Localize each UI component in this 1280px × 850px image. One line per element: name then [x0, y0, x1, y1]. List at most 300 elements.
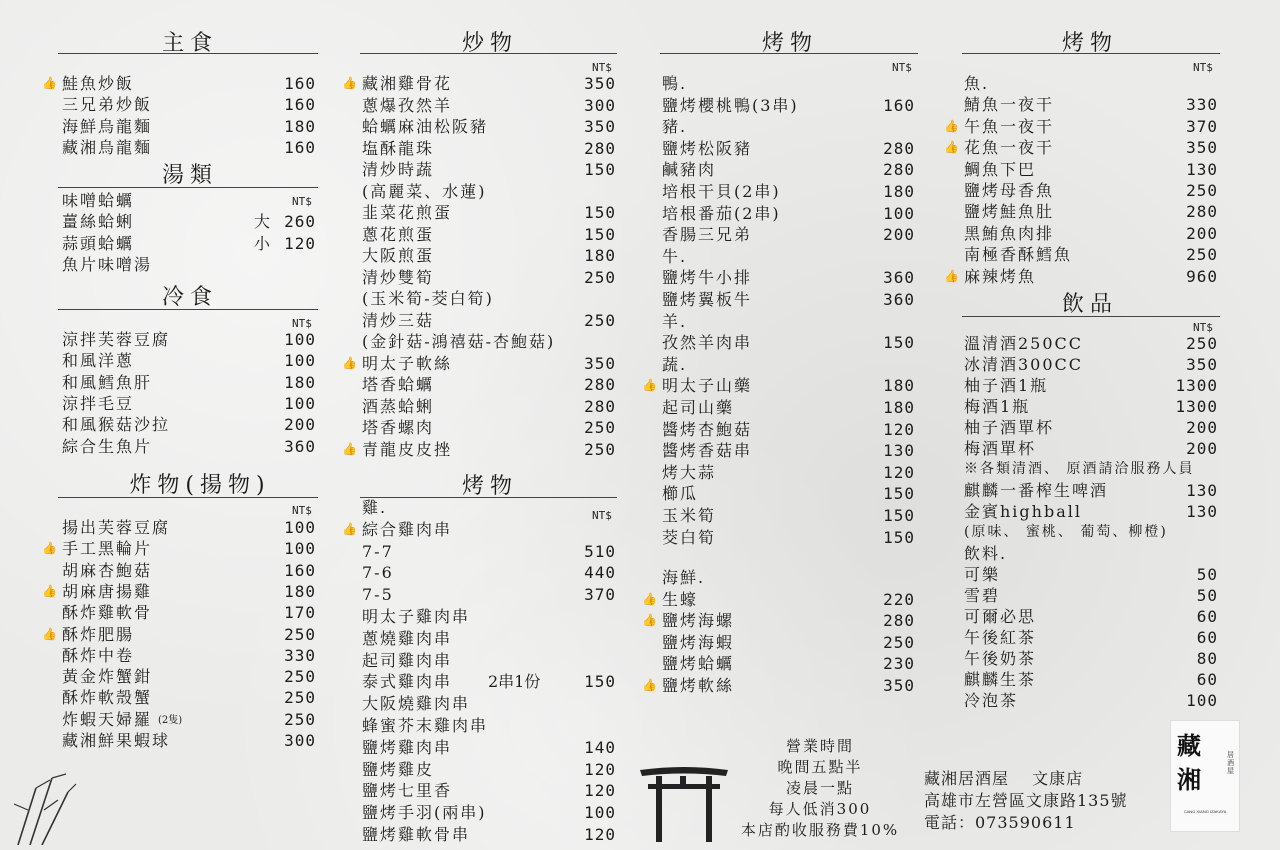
menu-item-price: 160: [284, 137, 316, 157]
menu-item-price: 180: [284, 581, 316, 601]
fried-nt-label: NT$: [292, 504, 312, 517]
menu-item-price: 360: [284, 436, 316, 456]
menu-item-name: 蔥燒雞肉串: [362, 628, 453, 648]
menu-item-price: 350: [883, 675, 915, 695]
menu-item-price: 100: [883, 203, 915, 223]
menu-item: [662, 116, 915, 137]
menu-item-name: 雪碧: [964, 586, 1001, 605]
menu-item: [362, 95, 616, 116]
menu-item-name: 生蠔: [662, 589, 699, 609]
menu-item-name: (原味、 蜜桃、 葡萄、柳橙): [964, 524, 1168, 540]
menu-item: [362, 584, 616, 605]
business-hours-line: 每人低消300: [768, 800, 872, 818]
drinks-nt-label: NT$: [1193, 321, 1213, 334]
menu-item-price: 130: [883, 441, 915, 461]
menu-item: [642, 610, 915, 631]
thumbs-up-icon: 👍: [42, 626, 57, 641]
menu-item-price: 150: [584, 203, 616, 222]
menu-item: [62, 709, 316, 730]
menu-item: [662, 289, 915, 310]
drinks-rule: [962, 316, 1220, 317]
menu-item: [662, 332, 915, 353]
menu-item-price: 370: [1186, 116, 1218, 136]
menu-item: [964, 73, 1218, 94]
menu-item: [662, 527, 915, 548]
menu-item-price: 200: [284, 415, 316, 435]
grill-nt-label-4: NT$: [1193, 61, 1213, 74]
menu-item-price: 250: [584, 267, 616, 287]
menu-item-price: 50: [1196, 586, 1218, 605]
menu-item: [362, 715, 616, 736]
menu-item-price: 360: [883, 268, 915, 288]
menu-item-name: 塩酥龍珠: [362, 138, 435, 158]
menu-item: [662, 181, 915, 202]
thumbs-up-icon: 👍: [944, 268, 959, 283]
menu-item-note: (2隻): [158, 714, 183, 726]
menu-item: [662, 440, 915, 461]
menu-item-name: (玉米筍-茭白筍): [362, 289, 494, 308]
menu-item-name: 7-5: [362, 585, 394, 605]
menu-item-price: 250: [284, 667, 316, 687]
menu-item: [964, 543, 1218, 564]
menu-item: [362, 245, 616, 266]
menu-item-name: 玉米筍: [662, 506, 717, 525]
menu-item-price: 150: [584, 672, 616, 692]
main-dish-title: 主食: [161, 31, 218, 56]
menu-item-price: 510: [584, 541, 616, 561]
menu-item: [362, 562, 616, 583]
menu-item-name: 午魚一夜干: [964, 116, 1055, 136]
grill-title-4: 烤物: [1061, 31, 1118, 56]
menu-item-price: 330: [284, 645, 316, 665]
menu-item: [964, 396, 1218, 417]
menu-item: [662, 419, 915, 440]
address-line: 高雄市左營區文康路135號: [924, 791, 1128, 810]
drinks-title: 飲品: [1061, 292, 1118, 317]
menu-item: [62, 602, 316, 623]
menu-item: [662, 505, 915, 526]
menu-item-name: 鹹豬肉: [662, 160, 717, 180]
menu-item-name: 鹽烤蛤蠣: [662, 654, 735, 673]
menu-item: [62, 254, 316, 275]
menu-item-name: ※各類清酒、 原酒請洽服務人員: [964, 461, 1195, 477]
menu-item-name: 鹽烤松阪豬: [662, 138, 753, 158]
menu-item: [342, 353, 616, 374]
menu-item-price: 280: [1186, 202, 1218, 222]
menu-item-name: 海鮮烏龍麵: [62, 116, 153, 136]
menu-item: [62, 233, 316, 254]
menu-item-price: 180: [584, 246, 616, 265]
menu-item-name: 黃金炸蟹鉗: [62, 667, 153, 687]
menu-item-price: 150: [883, 506, 915, 525]
menu-item-name: (金針菇-鴻禧菇-杏鮑菇): [362, 332, 556, 351]
menu-item-price: 250: [883, 632, 915, 652]
menu-item-price: 200: [883, 225, 915, 245]
business-hours-line: 凌晨一點: [785, 779, 854, 797]
menu-item-name: 午後奶茶: [964, 649, 1037, 668]
menu-item: [42, 538, 316, 559]
menu-item: [62, 137, 316, 158]
menu-item-price: 150: [883, 333, 915, 353]
menu-item-name: 明太子軟絲: [362, 353, 453, 373]
menu-item-price: 180: [284, 372, 316, 392]
fried-rule: [58, 497, 318, 498]
menu-item: [42, 624, 316, 645]
menu-item-name: 麻辣烤魚: [964, 266, 1037, 286]
menu-item: [964, 627, 1218, 648]
menu-item: [362, 116, 616, 137]
grill-nt-label-3: NT$: [892, 61, 912, 74]
menu-item: [362, 693, 616, 714]
menu-item: [342, 73, 616, 94]
menu-item-name: 大阪燒雞肉串: [362, 694, 471, 714]
menu-item: [964, 223, 1218, 244]
menu-item-price: 60: [1196, 607, 1218, 626]
shop-logo: [1170, 720, 1240, 832]
menu-item-name: 鹽烤七里香: [362, 781, 453, 801]
menu-item-price: 100: [284, 393, 316, 413]
menu-item-name: 鹽烤雞軟骨串: [362, 825, 471, 844]
menu-item-name: 清炒雙筍: [362, 267, 435, 287]
menu-item-price: 250: [584, 310, 616, 330]
menu-item-name: 藏湘烏龍麵: [62, 137, 153, 157]
menu-item: [62, 116, 316, 137]
menu-item: [62, 414, 316, 435]
menu-item-price: 350: [584, 117, 616, 136]
menu-item-name: 和風鱈魚肝: [62, 372, 153, 392]
menu-item: [662, 632, 915, 653]
menu-item-price: 180: [883, 182, 915, 201]
menu-item-price: 60: [1196, 670, 1218, 689]
menu-item-name: 鯛魚下巴: [964, 159, 1037, 179]
menu-item-name: 揚出芙蓉豆腐: [62, 518, 171, 537]
menu-item-qty: 2串1份: [488, 672, 541, 692]
menu-item-price: 60: [1196, 628, 1218, 647]
address-line: 電話：073590611: [924, 813, 1076, 832]
menu-item-price: 180: [883, 376, 915, 396]
thumbs-up-icon: 👍: [42, 76, 57, 90]
menu-item-price: 350: [584, 74, 616, 93]
menu-item: [362, 802, 616, 823]
menu-item: [662, 73, 915, 94]
menu-item: [964, 669, 1218, 690]
menu-item-name: 涼拌芙蓉豆腐: [62, 330, 171, 349]
menu-item-name: 午後紅茶: [964, 628, 1037, 647]
menu-item: [964, 159, 1218, 180]
menu-item-name: 起司山藥: [662, 398, 735, 417]
menu-item-name: 茭白筍: [662, 527, 717, 547]
menu-item-name: 冷泡茶: [964, 691, 1019, 710]
logo-small: CANG XIANG IZAKAYA: [1183, 809, 1227, 814]
menu-item-name: 涼拌毛豆: [62, 393, 135, 413]
menu-item-name: 酥炸肥腸: [62, 624, 135, 644]
menu-item-price: 160: [284, 95, 316, 115]
cold-nt-label: NT$: [292, 317, 312, 330]
fried-title: 炸物(揚物): [129, 473, 271, 498]
menu-item: [662, 462, 915, 483]
menu-item-name: 麒麟一番榨生啤酒: [964, 481, 1109, 500]
menu-item-price: 230: [883, 654, 915, 673]
menu-item-name: 鹽烤海螺: [662, 611, 735, 630]
menu-item-name: 魚片味噌湯: [62, 254, 153, 274]
menu-item: [964, 648, 1218, 669]
menu-item-name: 味噌蛤蠣: [62, 191, 135, 210]
menu-item-name: 酒蒸蛤蜊: [362, 396, 435, 416]
menu-item: [62, 211, 316, 232]
menu-item: [964, 459, 1218, 480]
menu-item-price: 130: [1186, 159, 1218, 179]
menu-item-name: 溫清酒250CC: [964, 334, 1084, 353]
menu-item-name: 鹽烤鮭魚肚: [964, 202, 1055, 222]
menu-item-price: 140: [584, 737, 616, 757]
menu-item: [362, 497, 616, 518]
menu-item: [42, 581, 316, 602]
thumbs-up-icon: 👍: [944, 118, 959, 133]
menu-item-name: 起司雞肉串: [362, 650, 453, 670]
menu-item-price: 160: [284, 560, 316, 580]
menu-item: [662, 567, 915, 588]
menu-item-price: 250: [284, 624, 316, 644]
grill-rule-3: [660, 53, 918, 54]
menu-item-price: 130: [1186, 481, 1218, 500]
menu-item-name: 藏湘雞骨花: [362, 74, 453, 93]
menu-item: [42, 73, 316, 94]
thumbs-up-icon: 👍: [42, 541, 57, 556]
menu-item-name: 鮭魚炒飯: [62, 74, 135, 93]
menu-item-name: 鹽烤櫻桃鴨(3串): [662, 95, 799, 115]
thumbs-up-icon: 👍: [342, 441, 357, 456]
thumbs-up-icon: 👍: [342, 76, 357, 90]
menu-item-name: 青龍皮皮挫: [362, 439, 453, 459]
menu-item-name: 胡麻唐揚雞: [62, 581, 153, 601]
menu-item: [62, 190, 316, 211]
thumbs-up-icon: 👍: [944, 140, 959, 155]
menu-item-price: 1300: [1175, 397, 1218, 416]
menu-item: [662, 203, 915, 224]
menu-item-name: 飲料.: [964, 544, 1008, 563]
menu-item-price: 220: [883, 589, 915, 609]
menu-item: [62, 666, 316, 687]
menu-item-price: 250: [1186, 245, 1218, 265]
menu-item-price: 180: [883, 398, 915, 417]
menu-item: [362, 202, 616, 223]
menu-item-price: 100: [284, 518, 316, 537]
menu-item: [362, 780, 616, 801]
menu-item: [62, 436, 316, 457]
menu-item-name: 酥炸雞軟骨: [62, 603, 153, 623]
menu-item: [362, 671, 616, 692]
menu-item-name: 香腸三兄弟: [662, 225, 753, 245]
menu-item: [642, 675, 915, 696]
menu-item-name: 藏湘鮮果蝦球: [62, 731, 171, 750]
menu-item-price: 280: [883, 611, 915, 630]
menu-item: [944, 116, 1218, 137]
menu-item-name: 可樂: [964, 565, 1001, 584]
menu-item-price: 160: [883, 95, 915, 115]
menu-item-price: 200: [1186, 223, 1218, 243]
menu-item-name: 牛.: [662, 246, 688, 266]
menu-item-name: 鹽烤母香魚: [964, 181, 1055, 200]
menu-item-price: 200: [1186, 439, 1218, 458]
menu-item: [362, 628, 616, 649]
menu-item: [362, 181, 616, 202]
thumbs-up-icon: 👍: [642, 613, 657, 627]
menu-item-qty: 小: [254, 233, 271, 253]
menu-item-price: 250: [284, 688, 316, 708]
thumbs-up-icon: 👍: [42, 583, 57, 598]
menu-item: [662, 224, 915, 245]
menu-item: [662, 267, 915, 288]
menu-item-name: 豬.: [662, 117, 688, 137]
menu-item-price: 120: [584, 825, 616, 844]
menu-item-price: 120: [284, 233, 316, 253]
menu-item-name: 三兄弟炒飯: [62, 95, 153, 115]
menu-item-price: 280: [883, 138, 915, 158]
menu-item-name: 酥炸軟殼蟹: [62, 688, 153, 708]
menu-item-name: 花魚一夜干: [964, 138, 1055, 158]
menu-item-price: 120: [584, 759, 616, 779]
bamboo-decoration-icon: [8, 770, 78, 845]
menu-item-name: 塔香螺肉: [362, 418, 435, 437]
menu-item-name: 鯖魚一夜干: [964, 95, 1055, 115]
menu-item: [662, 483, 915, 504]
menu-item-name: 羊.: [662, 311, 688, 331]
logo-text: 藏湘: [1177, 731, 1201, 794]
menu-item: [964, 585, 1218, 606]
menu-item-name: 清炒三菇: [362, 310, 435, 330]
menu-item: [62, 687, 316, 708]
menu-item: [662, 397, 915, 418]
menu-item-name: 蒜頭蛤蠣: [62, 233, 135, 253]
menu-item-price: 1300: [1175, 376, 1218, 395]
menu-item-price: 350: [1186, 355, 1218, 374]
menu-item-name: 烤大蒜: [662, 462, 717, 482]
menu-item-name: 雞.: [362, 498, 388, 517]
menu-item: [362, 606, 616, 627]
cold-dish-title: 冷食: [161, 285, 218, 310]
menu-item-price: 250: [1186, 181, 1218, 200]
menu-item-price: 280: [883, 160, 915, 180]
menu-item-name: 海鮮.: [662, 568, 706, 587]
menu-item-name: 和風猴菇沙拉: [62, 415, 171, 435]
menu-item: [964, 94, 1218, 115]
grill-rule-4: [962, 53, 1220, 54]
menu-item: [62, 517, 316, 538]
menu-item: [964, 501, 1218, 522]
menu-item: [964, 333, 1218, 354]
menu-item-name: 韭菜花煎蛋: [362, 203, 453, 222]
menu-item-price: 150: [883, 527, 915, 547]
menu-item-price: 120: [584, 781, 616, 801]
menu-item-price: 350: [584, 353, 616, 373]
business-hours-line: 本店酌收服務費10%: [740, 821, 900, 839]
menu-item-price: 250: [284, 709, 316, 729]
menu-item: [944, 137, 1218, 158]
thumbs-up-icon: 👍: [642, 591, 657, 606]
menu-item: [642, 375, 915, 396]
menu-item-price: 350: [1186, 138, 1218, 158]
menu-item: [662, 653, 915, 674]
menu-item-name: (高麗菜、水蓮): [362, 181, 487, 201]
menu-item-name: 7-7: [362, 541, 394, 561]
menu-item-name: 冰清酒300CC: [964, 355, 1084, 374]
stirfry-rule: [360, 53, 617, 54]
menu-item: [362, 650, 616, 671]
menu-item: [662, 354, 915, 375]
menu-item-name: 蔥花煎蛋: [362, 224, 435, 244]
menu-item-name: 黑鮪魚肉排: [964, 223, 1055, 243]
menu-item-price: 150: [584, 224, 616, 244]
menu-item-name: 蔬.: [662, 354, 688, 374]
grill-title-3: 烤物: [761, 31, 818, 56]
menu-item: [362, 267, 616, 288]
menu-item-name: 可爾必思: [964, 607, 1037, 626]
menu-item-name: 醬烤香菇串: [662, 441, 753, 461]
menu-item: [964, 201, 1218, 222]
menu-item: [362, 374, 616, 395]
business-hours-line: 營業時間: [785, 737, 854, 755]
menu-item-price: 120: [883, 462, 915, 482]
menu-item-price: 960: [1186, 266, 1218, 286]
menu-item-price: 330: [1186, 95, 1218, 115]
menu-item-price: 260: [284, 212, 316, 232]
menu-item-name: 塔香蛤蠣: [362, 375, 435, 394]
menu-item-name: 鹽烤雞肉串: [362, 737, 453, 757]
menu-item-name: 和風洋蔥: [62, 351, 135, 371]
menu-item-name: 薑絲蛤蜊: [62, 212, 135, 232]
menu-item: [642, 589, 915, 610]
menu-item: [964, 438, 1218, 459]
menu-item-price: 370: [584, 585, 616, 605]
menu-item-name: 魚.: [964, 74, 990, 93]
thumbs-up-icon: 👍: [342, 521, 357, 536]
menu-item: [62, 393, 316, 414]
menu-item: [662, 311, 915, 332]
grill-nt-label-2: NT$: [592, 509, 612, 522]
menu-item-name: 培根干貝(2串): [662, 182, 781, 201]
stirfry-title: 炒物: [461, 31, 518, 56]
menu-item: [662, 159, 915, 180]
menu-item: [362, 288, 616, 309]
menu-item-price: 200: [1186, 418, 1218, 437]
menu-item: [964, 180, 1218, 201]
menu-item: [964, 690, 1218, 711]
menu-item-name: 炸蝦天婦羅: [62, 709, 153, 729]
menu-item-price: 280: [584, 138, 616, 158]
menu-item-price: 180: [284, 116, 316, 136]
menu-item-name: 金賓highball: [964, 502, 1082, 521]
thumbs-up-icon: 👍: [642, 378, 657, 393]
menu-item-price: 250: [584, 439, 616, 459]
menu-item-name: 柚子酒單杯: [964, 418, 1055, 437]
menu-item-price: 100: [284, 330, 316, 349]
menu-item-name: 7-6: [362, 563, 394, 583]
soup-title: 湯類: [161, 163, 218, 188]
menu-item: [964, 375, 1218, 396]
menu-item-price: 80: [1196, 649, 1218, 668]
menu-item-name: 培根番茄(2串): [662, 203, 781, 223]
menu-item-name: 蜂蜜芥末雞肉串: [362, 716, 489, 735]
menu-item-name: 鹽烤雞皮: [362, 759, 435, 779]
menu-item-name: 大阪煎蛋: [362, 246, 435, 265]
menu-item: [362, 824, 616, 845]
menu-item: [62, 730, 316, 751]
menu-item-name: 櫛瓜: [662, 484, 699, 504]
menu-item-name: 蔥爆孜然羊: [362, 95, 453, 115]
menu-item-name: 孜然羊肉串: [662, 333, 753, 353]
menu-item: [964, 417, 1218, 438]
menu-item-price: 100: [284, 351, 316, 371]
